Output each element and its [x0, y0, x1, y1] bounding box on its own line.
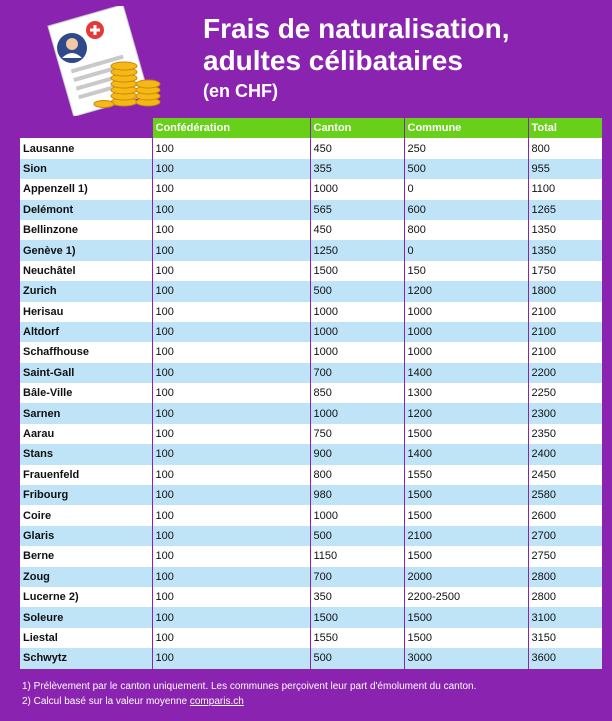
- row-city-cell: Sarnen: [20, 403, 152, 423]
- table-cell: 1500: [404, 607, 528, 627]
- table-cell: 800: [404, 220, 528, 240]
- row-city-cell: Liestal: [20, 628, 152, 648]
- table-cell: 100: [152, 179, 310, 199]
- table-cell: 1300: [404, 383, 528, 403]
- table-cell: 100: [152, 485, 310, 505]
- row-city-cell: Zoug: [20, 567, 152, 587]
- table-cell: 2300: [528, 403, 602, 423]
- row-city-cell: Genève 1): [20, 240, 152, 260]
- table-cell: 100: [152, 526, 310, 546]
- page-header: [0, 0, 612, 118]
- row-city-cell: Schaffhouse: [20, 342, 152, 362]
- table-cell: 100: [152, 628, 310, 648]
- table-row: [20, 485, 602, 505]
- table-cell: 1250: [310, 240, 404, 260]
- table-cell: 600: [404, 200, 528, 220]
- table-cell: 100: [152, 220, 310, 240]
- footnote-2: [22, 695, 244, 708]
- table-cell: 100: [152, 546, 310, 566]
- table-row: [20, 526, 602, 546]
- table-cell: 1750: [528, 261, 602, 281]
- table-cell: 800: [310, 465, 404, 485]
- table-cell: 1000: [404, 322, 528, 342]
- table-cell: 2800: [528, 567, 602, 587]
- table-row: [20, 403, 602, 423]
- table-body: [20, 138, 602, 668]
- table-cell: 1500: [310, 261, 404, 281]
- table-cell: 1000: [310, 505, 404, 525]
- table-cell: 100: [152, 302, 310, 322]
- table-cell: 1265: [528, 200, 602, 220]
- row-city-cell: Altdorf: [20, 322, 152, 342]
- table-cell: 565: [310, 200, 404, 220]
- table-row: [20, 567, 602, 587]
- table-cell: 955: [528, 159, 602, 179]
- table-cell: 100: [152, 424, 310, 444]
- table-cell: 2200-2500: [404, 587, 528, 607]
- table-cell: 1350: [528, 240, 602, 260]
- header-cell: Confédération: [152, 118, 310, 138]
- table-cell: 100: [152, 505, 310, 525]
- table-cell: 500: [310, 281, 404, 301]
- table-cell: 1150: [310, 546, 404, 566]
- table-cell: 2000: [404, 567, 528, 587]
- table-cell: 500: [310, 526, 404, 546]
- table-row: [20, 322, 602, 342]
- row-city-cell: Sion: [20, 159, 152, 179]
- row-city-cell: Schwytz: [20, 648, 152, 668]
- table-row: [20, 261, 602, 281]
- table-cell: 450: [310, 138, 404, 158]
- table-cell: 2800: [528, 587, 602, 607]
- table-cell: 100: [152, 567, 310, 587]
- row-city-cell: Glaris: [20, 526, 152, 546]
- table-cell: 100: [152, 159, 310, 179]
- table-row: [20, 444, 602, 464]
- table-cell: 980: [310, 485, 404, 505]
- table-cell: 100: [152, 200, 310, 220]
- table-cell: 800: [528, 138, 602, 158]
- footnote-1: 1) Prélèvement par le canton uniquement. Les communes perçoivent leur part d'émolument du canton.: [22, 681, 477, 692]
- header-cell: Total: [528, 118, 602, 138]
- table-cell: 1400: [404, 363, 528, 383]
- table-cell: 0: [404, 179, 528, 199]
- table-cell: 2450: [528, 465, 602, 485]
- table-cell: 1100: [528, 179, 602, 199]
- table-cell: 2100: [528, 322, 602, 342]
- table-cell: 100: [152, 261, 310, 281]
- table-cell: 355: [310, 159, 404, 179]
- table-cell: 100: [152, 465, 310, 485]
- table-row: [20, 200, 602, 220]
- table-cell: 2100: [404, 526, 528, 546]
- row-city-cell: Neuchâtel: [20, 261, 152, 281]
- fees-table: [20, 118, 602, 669]
- table-cell: 1000: [404, 302, 528, 322]
- row-city-cell: Zurich: [20, 281, 152, 301]
- table-row: [20, 363, 602, 383]
- table-cell: 2600: [528, 505, 602, 525]
- row-city-cell: Bâle-Ville: [20, 383, 152, 403]
- table-row: [20, 342, 602, 362]
- table-cell: 1000: [310, 322, 404, 342]
- table-cell: 100: [152, 342, 310, 362]
- table-cell: 100: [152, 281, 310, 301]
- table-cell: 1000: [310, 179, 404, 199]
- table-cell: 500: [310, 648, 404, 668]
- table-cell: 100: [152, 607, 310, 627]
- table-cell: 150: [404, 261, 528, 281]
- table-cell: 1000: [310, 342, 404, 362]
- table-cell: 1350: [528, 220, 602, 240]
- header-cell: Canton: [310, 118, 404, 138]
- row-city-cell: Aarau: [20, 424, 152, 444]
- footnote-2-text: 2) Calcul basé sur la valeur moyenne: [22, 696, 190, 707]
- table-cell: 100: [152, 363, 310, 383]
- table-cell: 2400: [528, 444, 602, 464]
- table-cell: 1200: [404, 403, 528, 423]
- header-cell-city: [20, 118, 152, 138]
- row-city-cell: Coire: [20, 505, 152, 525]
- title-line-1: Frais de naturalisation,: [203, 13, 510, 44]
- table-cell: 2200: [528, 363, 602, 383]
- table-cell: 2750: [528, 546, 602, 566]
- table-cell: 1400: [404, 444, 528, 464]
- table-row: [20, 424, 602, 444]
- table-cell: 1800: [528, 281, 602, 301]
- row-city-cell: Soleure: [20, 607, 152, 627]
- row-city-cell: Lucerne 2): [20, 587, 152, 607]
- table-cell: 700: [310, 567, 404, 587]
- row-city-cell: Stans: [20, 444, 152, 464]
- table-cell: 850: [310, 383, 404, 403]
- table-cell: 0: [404, 240, 528, 260]
- table-row: [20, 607, 602, 627]
- table-cell: 100: [152, 383, 310, 403]
- table-cell: 1200: [404, 281, 528, 301]
- table-row: [20, 505, 602, 525]
- table-row: [20, 220, 602, 240]
- table-row: [20, 179, 602, 199]
- table-cell: 100: [152, 444, 310, 464]
- table-cell: 700: [310, 363, 404, 383]
- table-cell: 450: [310, 220, 404, 240]
- table-row: [20, 138, 602, 158]
- document-coins-illustration: [36, 6, 166, 116]
- table-cell: 2580: [528, 485, 602, 505]
- table-row: [20, 465, 602, 485]
- table-row: [20, 648, 602, 668]
- table-cell: 3600: [528, 648, 602, 668]
- table-cell: 100: [152, 240, 310, 260]
- table-cell: 3100: [528, 607, 602, 627]
- table-cell: 900: [310, 444, 404, 464]
- table-cell: 1500: [404, 505, 528, 525]
- page-subtitle: (en CHF): [203, 81, 278, 101]
- page-title: [203, 13, 510, 77]
- row-city-cell: Fribourg: [20, 485, 152, 505]
- row-city-cell: Delémont: [20, 200, 152, 220]
- table-cell: 2350: [528, 424, 602, 444]
- table-cell: 500: [404, 159, 528, 179]
- table-cell: 250: [404, 138, 528, 158]
- table-row: [20, 628, 602, 648]
- table-cell: 100: [152, 403, 310, 423]
- table-cell: 2100: [528, 302, 602, 322]
- table-cell: 1550: [310, 628, 404, 648]
- row-city-cell: Berne: [20, 546, 152, 566]
- table-cell: 3150: [528, 628, 602, 648]
- table-row: [20, 546, 602, 566]
- table-cell: 100: [152, 587, 310, 607]
- table-row: [20, 587, 602, 607]
- table-row: [20, 302, 602, 322]
- row-city-cell: Frauenfeld: [20, 465, 152, 485]
- table-header-row: [20, 118, 602, 138]
- comparis-link[interactable]: comparis.ch: [189, 696, 244, 707]
- table-cell: 100: [152, 648, 310, 668]
- table-cell: 1500: [404, 546, 528, 566]
- table-cell: 1500: [404, 628, 528, 648]
- title-line-2: adultes célibataires: [203, 45, 463, 76]
- row-city-cell: Saint-Gall: [20, 363, 152, 383]
- table-cell: 350: [310, 587, 404, 607]
- row-city-cell: Bellinzone: [20, 220, 152, 240]
- table-cell: 1500: [404, 485, 528, 505]
- table-cell: 1000: [310, 403, 404, 423]
- table-cell: 1500: [404, 424, 528, 444]
- row-city-cell: Lausanne: [20, 138, 152, 158]
- table-cell: 2700: [528, 526, 602, 546]
- table-cell: 2100: [528, 342, 602, 362]
- table-cell: 100: [152, 138, 310, 158]
- table-row: [20, 281, 602, 301]
- table-cell: 1550: [404, 465, 528, 485]
- table-cell: 750: [310, 424, 404, 444]
- table-cell: 1000: [310, 302, 404, 322]
- table-cell: 100: [152, 322, 310, 342]
- table-cell: 3000: [404, 648, 528, 668]
- table-row: [20, 159, 602, 179]
- table-row: [20, 240, 602, 260]
- table-cell: 2250: [528, 383, 602, 403]
- table-row: [20, 383, 602, 403]
- header-cell: Commune: [404, 118, 528, 138]
- table-cell: 1000: [404, 342, 528, 362]
- row-city-cell: Herisau: [20, 302, 152, 322]
- row-city-cell: Appenzell 1): [20, 179, 152, 199]
- table-cell: 1500: [310, 607, 404, 627]
